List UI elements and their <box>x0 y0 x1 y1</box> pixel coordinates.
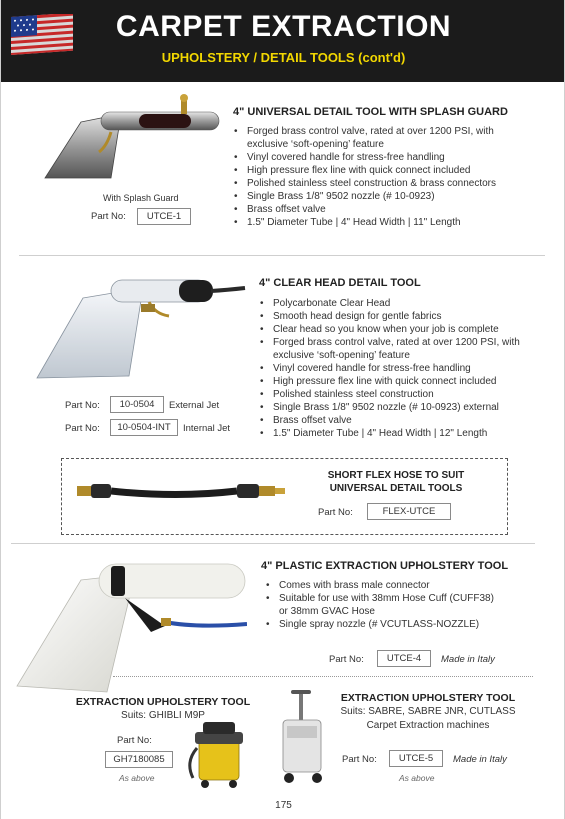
feature-item: • Brass offset valve <box>259 414 549 427</box>
suits-label: Carpet Extraction machines <box>366 720 490 731</box>
divider <box>11 543 535 544</box>
product-title: 4" UNIVERSAL DETAIL TOOL WITH SPLASH GUARD <box>233 106 508 118</box>
origin-label: Made in Italy <box>453 754 507 765</box>
hose-title-line1: SHORT FLEX HOSE TO SUIT <box>327 470 465 481</box>
part-number-box: FLEX-UTCE <box>367 503 451 520</box>
universal-detail-tool-image <box>41 92 221 184</box>
part-number-box: UTCE-4 <box>377 650 431 667</box>
product-title: 4" PLASTIC EXTRACTION UPHOLSTERY TOOL <box>261 560 509 572</box>
part-label: Part No: <box>117 735 152 746</box>
feature-item: • Suitable for use with 38mm Hose Cuff (CUFF38) or 38mm GVAC Hose <box>265 592 495 618</box>
product-title: 4" CLEAR HEAD DETAIL TOOL <box>259 277 421 289</box>
feature-item: • Single Brass 1/8" 9502 nozzle (# 10-0923) <box>233 190 533 203</box>
feature-item: • 1.5" Diameter Tube | 4" Head Width | 12" Length <box>259 427 549 440</box>
part-number-box: UTCE-1 <box>137 208 191 225</box>
ghibli-extractor-image <box>183 718 255 790</box>
part-label: Part No: <box>329 654 364 665</box>
feature-list <box>259 297 549 440</box>
part-label: Part No: <box>65 400 100 411</box>
part-label: Part No: <box>342 754 377 765</box>
feature-item: • Forged brass control valve, rated at over 1200 PSI, with exclusive ‘soft-opening’ feature <box>259 336 529 362</box>
part-number-box: GH7180085 <box>105 751 173 768</box>
feature-item: • Forged brass control valve, rated at over 1200 PSI, with exclusive ‘soft-opening’ feature <box>233 125 533 151</box>
feature-list <box>233 125 533 229</box>
dotted-divider <box>113 676 533 677</box>
part-label: Part No: <box>65 423 100 434</box>
feature-item: • Polycarbonate Clear Head <box>259 297 549 310</box>
splash-guard-caption: With Splash Guard <box>103 193 179 203</box>
part-number-box: UTCE-5 <box>389 750 443 767</box>
sabre-extractor-image <box>275 690 331 786</box>
part-number-box: 10-0504-INT <box>110 419 178 436</box>
suits-label: Suits: GHIBLI M9P <box>121 710 205 721</box>
clear-head-detail-tool-image <box>31 268 253 388</box>
page-header <box>1 0 565 82</box>
feature-item: • High pressure flex line with quick connect included <box>233 164 533 177</box>
as-above-note: As above <box>399 773 435 783</box>
origin-label: Made in Italy <box>441 654 495 665</box>
part-label: Part No: <box>318 507 353 518</box>
feature-item: • Comes with brass male connector <box>265 579 535 592</box>
feature-list <box>265 579 535 631</box>
page-subtitle: UPHOLSTERY / DETAIL TOOLS (cont'd) <box>161 50 406 65</box>
jet-type-label: Internal Jet <box>183 423 230 434</box>
product-title: EXTRACTION UPHOLSTERY TOOL <box>75 696 251 708</box>
page-number: 175 <box>275 800 292 811</box>
feature-item: • Polished stainless steel construction & brass connectors <box>233 177 533 190</box>
feature-item: • High pressure flex line with quick connect included <box>259 375 549 388</box>
divider <box>19 255 545 256</box>
feature-item: • Smooth head design for gentle fabrics <box>259 310 549 323</box>
product-title: EXTRACTION UPHOLSTERY TOOL <box>340 692 516 704</box>
jet-type-label: External Jet <box>169 400 220 411</box>
suits-label: Suits: SABRE, SABRE JNR, CUTLASS <box>340 706 516 717</box>
feature-item: • Clear head so you know when your job is complete <box>259 323 549 336</box>
page-title: CARPET EXTRACTION <box>115 10 452 43</box>
feature-item: • Single Brass 1/8" 9502 nozzle (# 10-0923) external <box>259 401 549 414</box>
feature-item: • Single spray nozzle (# VCUTLASS-NOZZLE) <box>265 618 535 631</box>
part-number-box: 10-0504 <box>110 396 164 413</box>
feature-item: • 1.5" Diameter Tube | 4" Head Width | 11" Length <box>233 216 533 229</box>
feature-item: • Polished stainless steel construction <box>259 388 549 401</box>
flex-hose-image <box>77 478 289 504</box>
feature-item: • Brass offset valve <box>233 203 533 216</box>
feature-item: • Vinyl covered handle for stress-free handling <box>233 151 533 164</box>
part-label: Part No: <box>91 211 126 222</box>
as-above-note: As above <box>119 773 155 783</box>
hose-title-line2: UNIVERSAL DETAIL TOOLS <box>329 483 463 494</box>
feature-item: • Vinyl covered handle for stress-free handling <box>259 362 549 375</box>
